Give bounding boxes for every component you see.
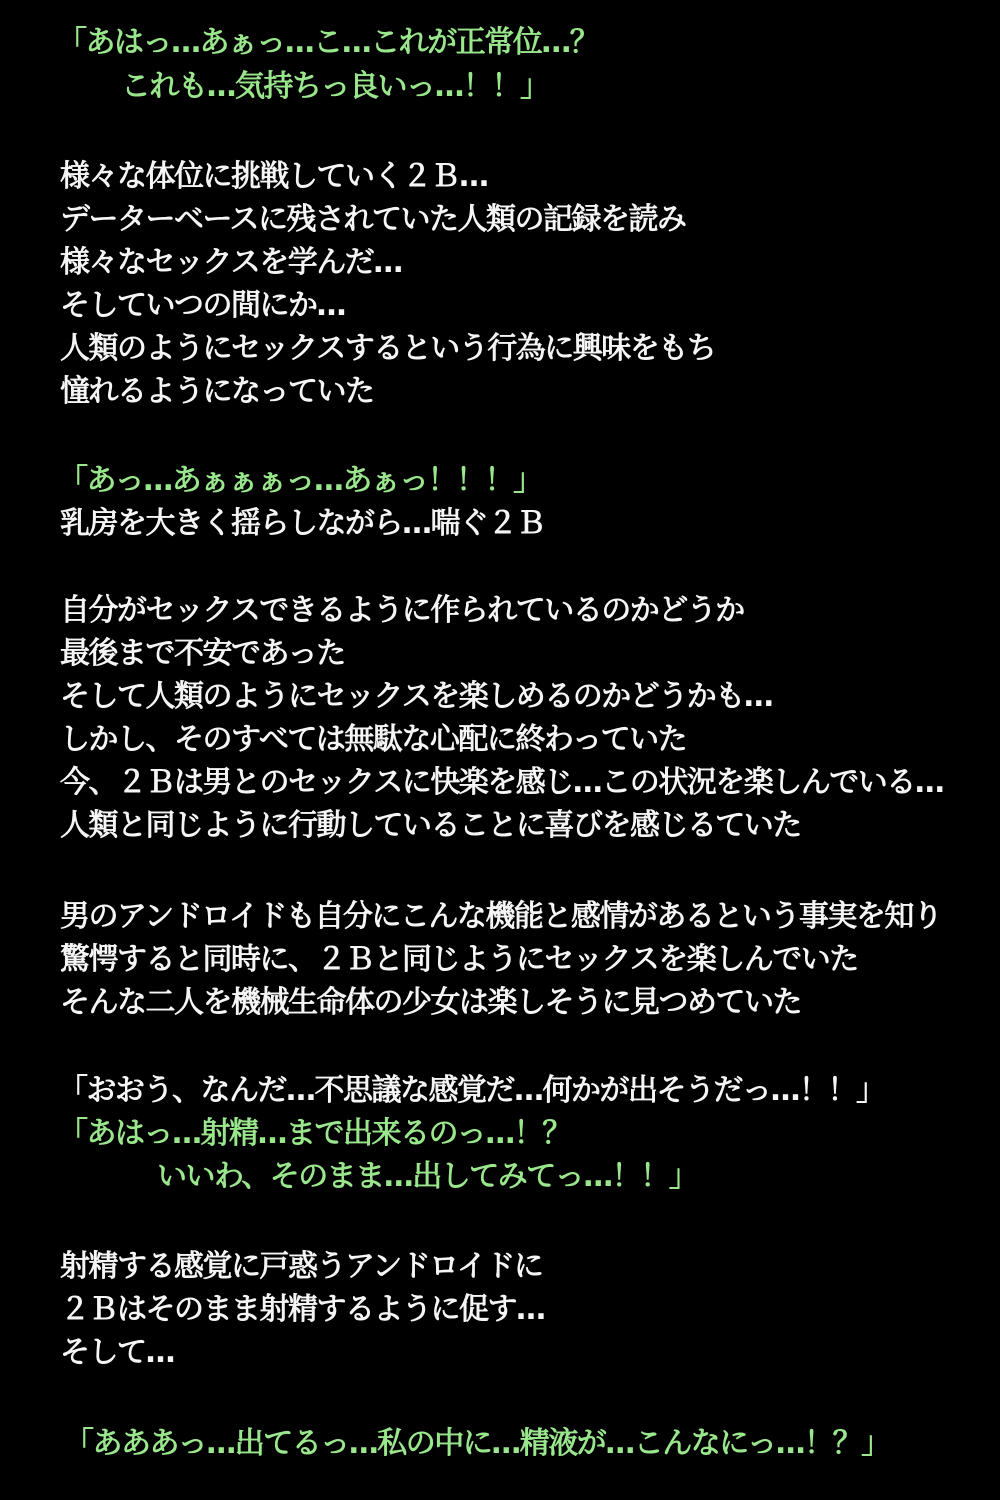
narration-line: そしていつの間にか… <box>60 288 345 323</box>
narration-line: 人類のようにセックスするという行為に興味をもち <box>60 331 716 366</box>
narration-line: 様々な体位に挑戦していく２Ｂ… <box>60 159 488 194</box>
dialogue-line: 「あああっ…出てるっ…私の中に…精液が…こんなにっ…！？」 <box>64 1426 890 1461</box>
narration-line: 乳房を大きく揺らしながら…喘ぐ２Ｂ <box>60 506 545 541</box>
dialogue-line: 「あはっ…射精…まで出来るのっ…！？ <box>58 1116 571 1151</box>
narration-line: 射精する感覚に戸惑うアンドロイドに <box>60 1249 543 1284</box>
narration-line: そんな二人を機械生命体の少女は楽しそうに見つめていた <box>60 985 801 1020</box>
narration-line: 人類と同じように行動していることに喜びを感じるていた <box>60 808 801 843</box>
narration-line: ２Ｂはそのまま射精するように促す… <box>60 1292 545 1327</box>
narration-line: データーベースに残されていた人類の記録を読み <box>60 202 686 237</box>
dialogue-line: 「あはっ…あぁっ…こ…これが正常位…？ <box>57 25 599 60</box>
narration-line: 最後まで不安であった <box>60 636 345 671</box>
dialogue-line: これも…気持ちっ良いっ…！！」 <box>121 69 549 104</box>
narration-line: 「おおう、なんだ…不思議な感覚だ…何かが出そうだっ…！！」 <box>58 1073 885 1108</box>
narration-line: そして人類のようにセックスを楽しめるのかどうかも… <box>60 679 773 714</box>
narration-line: 自分がセックスできるように作られているのかどうか <box>60 593 744 628</box>
narration-line: 憧れるようになっていた <box>60 374 374 409</box>
dialogue-line: 「あっ…あぁぁぁっ…あぁっ！！！」 <box>58 463 542 498</box>
narration-line: 今、２Ｂは男とのセックスに快楽を感じ…この状況を楽しんでいる… <box>60 765 944 800</box>
narration-line: 様々なセックスを学んだ… <box>60 245 402 280</box>
dialogue-line: いいわ、そのまま…出してみてっ…！！」 <box>157 1159 698 1194</box>
narration-line: 男のアンドロイドも自分にこんな機能と感情があるという事実を知り <box>60 899 942 934</box>
narration-line: 驚愕すると同時に、２Ｂと同じようにセックスを楽しんでいた <box>60 942 858 977</box>
narration-line: そして… <box>60 1335 174 1370</box>
narration-line: しかし、そのすべては無駄な心配に終わっていた <box>60 722 687 757</box>
